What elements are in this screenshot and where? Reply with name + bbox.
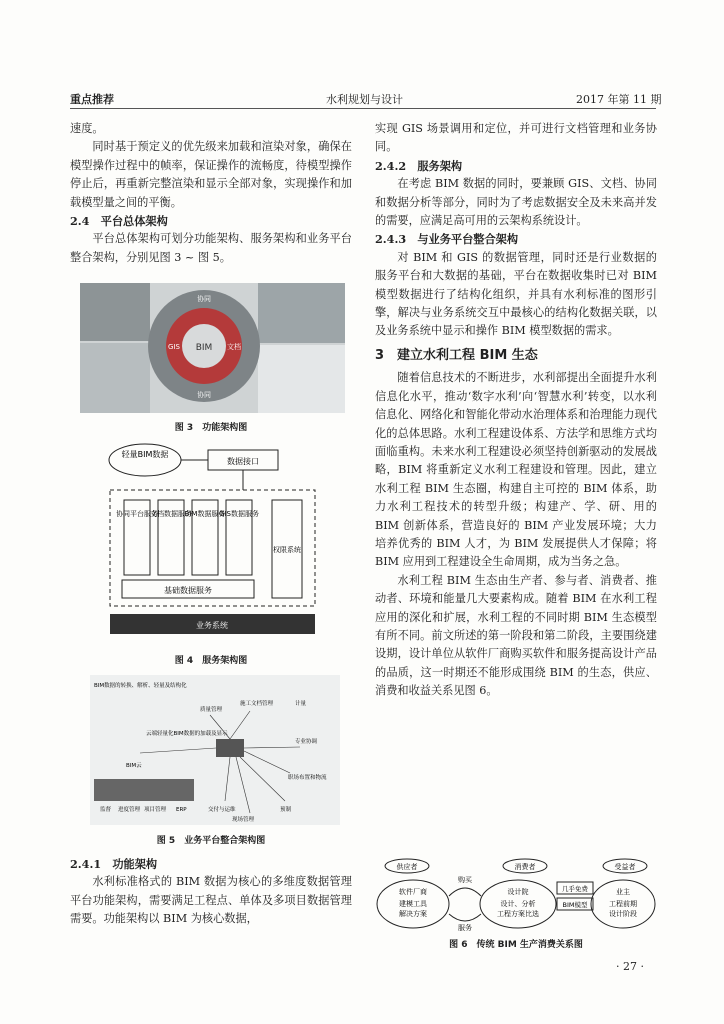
fig5-label: 职场布置和物流 — [288, 775, 327, 781]
model-label: BIM模型 — [562, 901, 588, 909]
ring-center: BIM — [195, 343, 213, 353]
figure-4 — [100, 442, 330, 642]
service-4: GIS数据服务 — [219, 510, 259, 518]
paragraph: 水利标准格式的 BIM 数据为核心的多维度数据管理平台功能架构，需要满足工程点、单体及多项目数据管理需要。功能架构以 BIM 为核心数据， — [70, 875, 352, 926]
role-consumer: 消费者 — [514, 863, 536, 871]
service-2: 文档数据服务 — [150, 510, 192, 518]
issue-info: 2017 年第 11 期 — [576, 93, 662, 106]
left-column-top — [70, 120, 352, 267]
journal-title: 水利规划与设计 — [326, 93, 403, 106]
heading-2-4-3: 2.4.3 与业务平台整合架构 — [375, 232, 519, 247]
fig5-label: 施工文档管理 — [240, 701, 274, 707]
bim-production-consumption-diagram — [375, 858, 657, 932]
fig5-label: 专业协调 — [295, 739, 318, 745]
fig5-label: BIM云 — [126, 763, 142, 769]
business-integration-diagram — [90, 675, 340, 825]
service-3: BIM数据服务 — [184, 510, 226, 518]
role-supplier: 供应者 — [396, 863, 418, 871]
fig5-label: 计量 — [295, 701, 307, 707]
heading-2-4-2: 2.4.2 服务架构 — [375, 158, 463, 173]
fig5-label: BIM数据的转换、解析、轻量及结构化 — [94, 683, 187, 689]
owner-line: 业主 — [616, 888, 630, 896]
interface-label: 数据接口 — [227, 457, 259, 466]
paragraph: 水利工程 BIM 生态由生产者、参与者、消费者、推动者、环境和能量几大要素构成。随着 BIM 在水利工程应用的深化和扩展，水利工程的不同时期 BIM 生态模型有所不同。前文所述的第一阶段和第二阶段，主要围绕建设期，设计单位从软件厂商购买软件和服务提高设计产品的品质，这一时期还不能形成围绕 BIM 的生态，供应、消费和收益关系见图 6。 — [375, 573, 657, 698]
header-rule — [70, 108, 656, 109]
paragraph: 对 BIM 和 GIS 的数据管理，同时还是行业数据的服务平台和大数据的基础，平台在数据收集时已对 BIM 模型数据进行了结构化组织，并具有水利标准的图形引擎，解决与业务系统交互中最核心的结构化数据关联，以及业务系统中显示和操作 BIM 模型数据的需求。 — [375, 250, 657, 338]
heading-2-4-1: 2.4.1 功能架构 — [70, 857, 158, 871]
paragraph: 同时基于预定义的优先级来加载和渲染对象，确保在模型操作过程中的帧率，保证操作的流畅度，待模型操作停止后，再重新完整渲染和显示全部对象，实现操作和加载模型量之间的平衡。 — [70, 140, 352, 209]
supplier-line: 建模工具 — [399, 900, 427, 908]
heading-2-4: 2.4 平台总体架构 — [70, 214, 168, 229]
figure-4-caption: 图 4 服务架构图 — [174, 656, 248, 666]
designer-line: 设计、分析 — [500, 900, 536, 908]
page-number: · 27 · — [616, 960, 644, 973]
right-column — [375, 120, 657, 701]
owner-line: 设计阶段 — [609, 910, 637, 918]
fig5-bottom: 项目管理 — [144, 807, 167, 813]
paragraph: 在考虑 BIM 数据的同时，要兼顾 GIS、文档、协同和数据分析等部分，同时为了考虑数据安全及未来高并发的需要，应满足高可用的云架构系统设计。 — [375, 177, 657, 228]
figure-3-image — [80, 283, 345, 413]
service-1: 协同平台服务 — [116, 510, 158, 518]
fig5-label: 现场管理 — [232, 817, 255, 823]
fig5-bottom: 监督 — [100, 807, 112, 813]
paragraph: 速度。 — [70, 122, 104, 135]
figure-6 — [375, 858, 657, 932]
service-architecture-diagram — [100, 442, 330, 642]
function-architecture-graphic — [80, 283, 345, 413]
ring-left: GIS — [168, 343, 180, 351]
permission-system: 权限系统 — [273, 546, 301, 554]
ring-top: 协同 — [197, 295, 211, 303]
owner-line: 工程前期 — [609, 900, 637, 908]
section-3-heading: 3 建立水利工程 BIM 生态 — [375, 347, 538, 363]
fig5-label: 交付与运维 — [208, 807, 236, 813]
service-label: 服务 — [458, 924, 472, 932]
fig5-bottom: ERP — [176, 807, 187, 813]
designer-line: 工程方案比选 — [497, 910, 539, 918]
paragraph: 随着信息技术的不断进步，水利部提出全面提升水利信息化水平，推动‘数字水利’向‘智慧水利’转变，以水利信息化、网络化和智能化带动水治理体系和治理能力现代化的总体思路。水利工程建设体系、方法学和思维方式均面临重构。未来水利工程建设必须坚持创新驱动的发展战略，BIM 将重新定义水利工程建设和管理。因此，建立水利工程 BIM 生态圈，构建自主可控的 BIM 体系，助力水利工程技术的转型升级；构建产、学、研、用的 BIM 创新体系，营造良好的 BIM 产业发展环境；大力培养优秀的 BIM 人才，为 BIM 发展提供人才保障；将 BIM 应用到工程建设全生命周期，成为当务之急。 — [375, 371, 657, 569]
figure-5 — [90, 675, 340, 825]
paragraph: 实现 GIS 场景调用和定位，并可进行文档管理和业务协同。 — [375, 122, 657, 154]
figure-5-caption: 图 5 业务平台整合架构图 — [156, 836, 266, 846]
fig5-bottom: 进度管理 — [118, 807, 141, 813]
running-head-section: 重点推荐 — [70, 93, 114, 106]
left-column-bottom — [70, 855, 352, 929]
supplier-line: 软件厂商 — [399, 888, 427, 896]
ring-bottom: 协同 — [197, 391, 211, 399]
role-beneficiary: 受益者 — [614, 863, 636, 871]
fig5-label: 预制 — [280, 807, 292, 813]
designer-line: 设计院 — [507, 888, 529, 896]
free-label: 几乎免费 — [562, 885, 588, 893]
paragraph: 平台总体架构可划分功能架构、服务架构和业务平台整合架构，分别见图 3 ~ 图 5。 — [70, 232, 352, 264]
figure-6-caption: 图 6 传统 BIM 生产消费关系图 — [449, 940, 583, 950]
ring-right: 文档 — [227, 343, 241, 351]
figure-3-caption: 图 3 功能架构图 — [174, 423, 248, 433]
supplier-line: 解决方案 — [399, 910, 427, 918]
fig5-label: 云端轻量化BIM数据的加载及显示 — [146, 731, 228, 737]
base-service: 基础数据服务 — [164, 586, 212, 595]
source-label: 轻量BIM数据 — [121, 450, 169, 459]
buy-label: 购买 — [458, 876, 472, 884]
fig5-label: 质量管理 — [200, 707, 223, 713]
business-system: 业务系统 — [196, 621, 228, 630]
